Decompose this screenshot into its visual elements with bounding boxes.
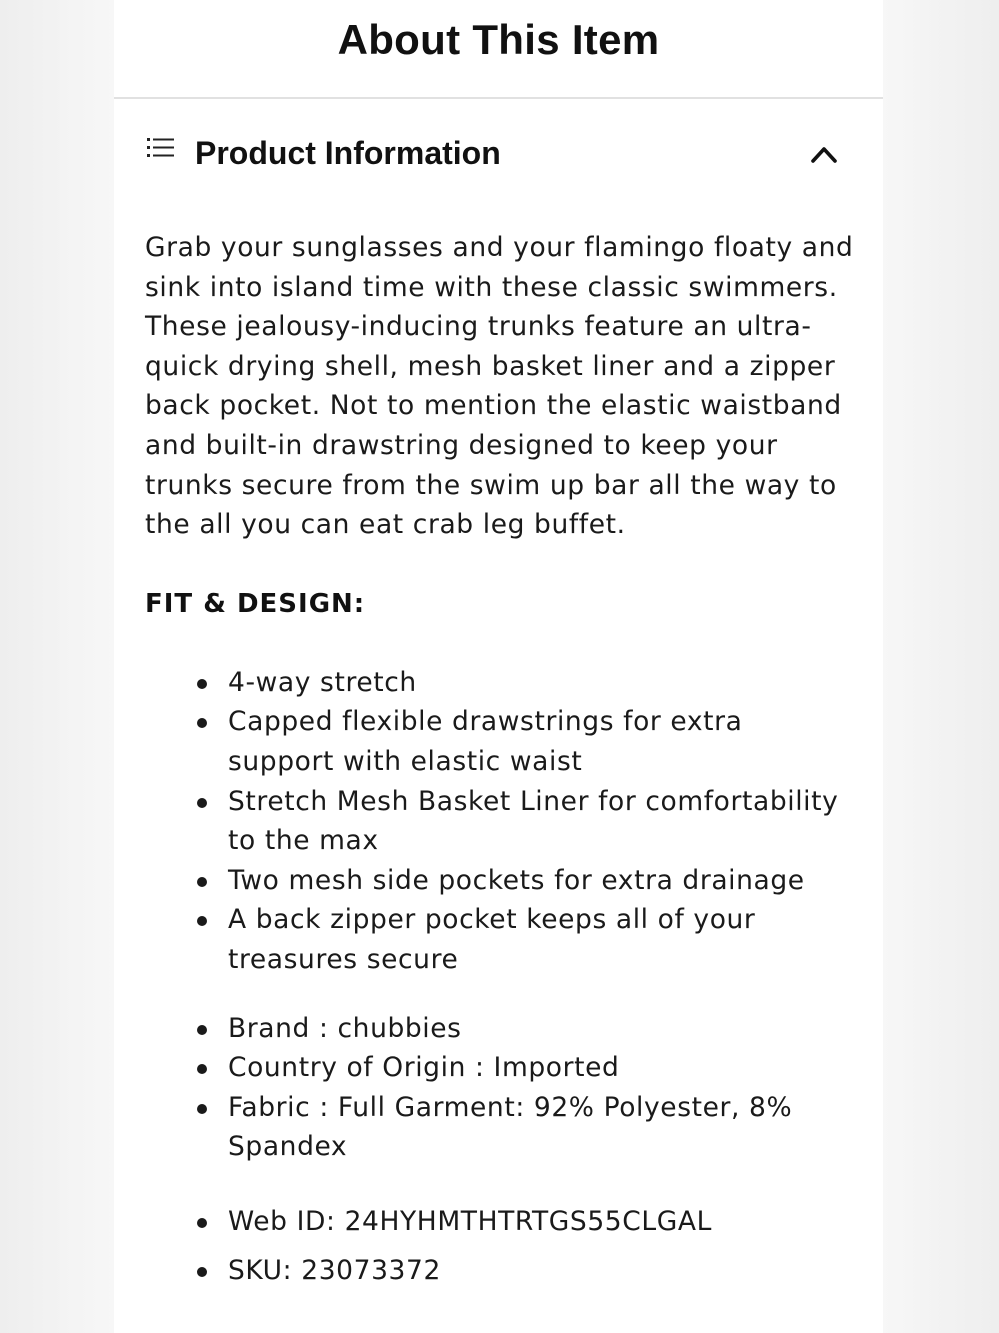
page-title: About This Item: [337, 16, 660, 63]
fit-design-heading: FIT & DESIGN:: [145, 588, 366, 619]
list-item: 4-way stretch: [228, 663, 857, 703]
chevron-up-icon[interactable]: [808, 141, 840, 167]
accordion-title: Product Information: [195, 135, 501, 171]
header: [114, 0, 883, 99]
sku: SKU: 23073372: [228, 1251, 857, 1291]
list-item: Two mesh side pockets for extra drainage: [228, 861, 857, 901]
identifiers-list: [145, 1202, 857, 1291]
list-item: A back zipper pocket keeps all of your treasures secure: [228, 900, 857, 979]
attributes-list: [145, 1009, 857, 1167]
list-item: Capped flexible drawstrings for extra support with elastic waist: [228, 702, 857, 781]
web-id: Web ID: 24HYHMTHTRTGS55CLGAL: [228, 1202, 857, 1242]
product-description: Grab your sunglasses and your flamingo floaty and sink into island time with these classic swimmers. These jealousy-inducing trunks feature an ultra-quick drying shell, mesh basket liner and a zipper back pocket. Not to mention the elastic waistband and built-in drawstring designed to keep your trunks secure from the swim up bar all the way to the all you can eat crab leg buffet.: [145, 232, 854, 541]
accordion-content: [145, 228, 857, 1291]
product-information-accordion-header[interactable]: [114, 99, 883, 211]
list-item: Stretch Mesh Basket Liner for comfortability to the max: [228, 782, 857, 861]
brand-attribute: Brand : chubbies: [228, 1009, 857, 1049]
fit-design-list: [145, 663, 857, 980]
about-item-panel: [114, 0, 883, 1333]
country-of-origin-attribute: Country of Origin : Imported: [228, 1048, 857, 1088]
list-icon: [147, 137, 175, 159]
fabric-attribute: Fabric : Full Garment: 92% Polyester, 8% Spandex: [228, 1088, 857, 1167]
